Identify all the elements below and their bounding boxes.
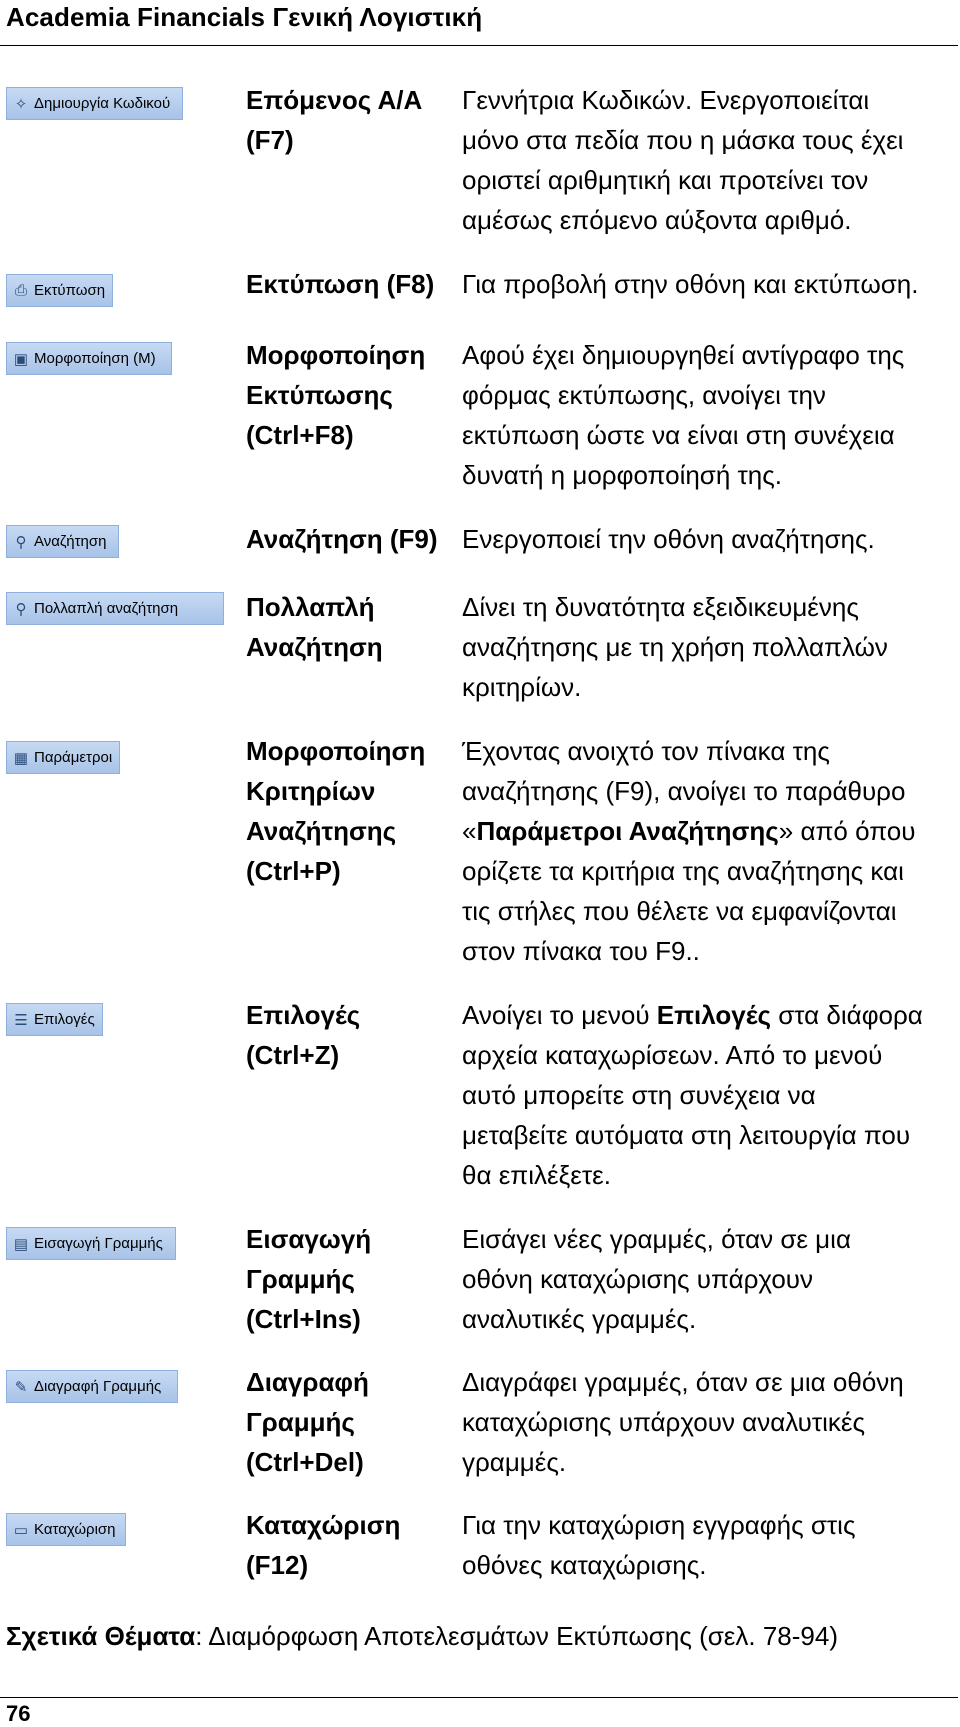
command-name: Εκτύπωση (F8): [246, 269, 435, 299]
command-name: Καταχώριση (F12): [246, 1510, 401, 1580]
command-name: Εισαγωγή Γραμμής (Ctrl+Ins): [246, 1224, 372, 1334]
format-print-button[interactable]: [6, 342, 172, 375]
command-name: Διαγραφή Γραμμής (Ctrl+Del): [246, 1367, 369, 1477]
command-name: Επόμενος Α/Α (F7): [246, 85, 423, 155]
document-title: Academia Financials Γενική Λογιστική: [6, 2, 483, 32]
command-name: Μορφοποίηση Εκτύπωσης (Ctrl+F8): [246, 340, 426, 450]
search-icon: ⚲: [15, 533, 27, 551]
command-description: Για προβολή στην οθόνη και εκτύπωση.: [462, 269, 919, 299]
related-topics: [6, 1616, 838, 1656]
command-name: Επιλογές (Ctrl+Z): [246, 1000, 361, 1070]
button-label: Εισαγωγή Γραμμής: [34, 1235, 163, 1252]
command-description: Διαγράφει γραμμές, όταν σε μια οθόνη καταχώρισης υπάρχουν αναλυτικές γραμμές.: [462, 1367, 904, 1477]
button-label: Παράμετροι: [34, 749, 113, 766]
parameters-button[interactable]: [6, 741, 120, 774]
print-button[interactable]: [6, 274, 113, 307]
save-disk-icon: ▭: [13, 1521, 29, 1539]
create-code-button[interactable]: [6, 87, 183, 120]
button-label: Μορφοποίηση (Μ): [34, 350, 156, 367]
insert-row-icon: ▤: [13, 1235, 29, 1253]
insert-row-button[interactable]: [6, 1227, 176, 1260]
command-description: Έχοντας ανοιχτό τον πίνακα της αναζήτησης (F9), ανοίγει το παράθυρο «Παράμετροι Αναζήτησης» από όπου ορίζετε τα κριτήρια της αναζήτησης και τις στήλες που θέλετε να εμφανίζονται στον πίνακα του F9..: [462, 736, 916, 966]
printer-icon: ⎙: [14, 282, 27, 299]
command-description: Ενεργοποιεί την οθόνη αναζήτησης.: [462, 524, 875, 554]
options-list-icon: ☰: [14, 1011, 28, 1029]
page-number: 76: [6, 1701, 31, 1726]
delete-row-icon: ✎: [14, 1378, 28, 1396]
command-name: Μορφοποίηση Κριτηρίων Αναζήτησης (Ctrl+P): [246, 736, 426, 886]
button-label: Δημιουργία Κωδικού: [34, 95, 171, 112]
footer-rule: [0, 1697, 958, 1698]
command-name: Πολλαπλή Αναζήτηση: [246, 592, 383, 662]
related-topics-label: Σχετικά Θέματα: [6, 1621, 196, 1651]
command-description: Αφού έχει δημιουργηθεί αντίγραφο της φόρμας εκτύπωσης, ανοίγει την εκτύπωση ώστε να είναι στη συνέχεια δυνατή η μορφοποίησή της.: [462, 340, 905, 490]
menu-name: Επιλογές: [656, 1000, 771, 1030]
options-button[interactable]: [6, 1003, 103, 1036]
button-label: Αναζήτηση: [34, 533, 107, 550]
button-label: Επιλογές: [34, 1011, 95, 1028]
delete-row-button[interactable]: [6, 1370, 178, 1403]
parameters-icon: ▦: [13, 749, 29, 767]
command-description: Εισάγει νέες γραμμές, όταν σε μια οθόνη καταχώρισης υπάρχουν αναλυτικές γραμμές.: [462, 1224, 851, 1334]
header-rule: [0, 45, 958, 46]
button-label: Διαγραφή Γραμμής: [34, 1378, 162, 1395]
wand-code-icon: ✧: [14, 95, 28, 113]
multi-search-button[interactable]: [6, 592, 224, 625]
related-topics-link[interactable]: : Διαμόρφωση Αποτελεσμάτων Εκτύπωσης (σελ. 78-94): [195, 1621, 838, 1651]
search-button[interactable]: [6, 525, 119, 558]
command-description: Δίνει τη δυνατότητα εξειδικευμένης αναζήτησης με τη χρήση πολλαπλών κριτηρίων.: [462, 592, 888, 702]
dialog-name: Παράμετροι Αναζήτησης: [476, 816, 779, 846]
format-print-icon: ▣: [13, 350, 29, 368]
button-label: Καταχώριση: [34, 1521, 116, 1538]
command-description: Ανοίγει το μενού Επιλογές στα διάφορα αρχεία καταχωρίσεων. Από το μενού αυτό μπορείτε στη συνέχεια να μεταβείτε αυτόματα στη λειτουργία που θα επιλέξετε.: [462, 1000, 923, 1190]
button-label: Εκτύπωση: [34, 282, 106, 299]
button-label: Πολλαπλή αναζήτηση: [34, 600, 179, 617]
command-description: Γεννήτρια Κωδικών. Ενεργοποιείται μόνο στα πεδία που η μάσκα τους έχει οριστεί αριθμητική και προτείνει τον αμέσως επόμενο αύξοντα αριθμό.: [462, 85, 904, 235]
multi-search-icon: ⚲: [15, 600, 27, 618]
save-button[interactable]: [6, 1513, 126, 1546]
command-description: Για την καταχώριση εγγραφής στις οθόνες καταχώρισης.: [462, 1510, 856, 1580]
command-name: Αναζήτηση (F9): [246, 524, 438, 554]
